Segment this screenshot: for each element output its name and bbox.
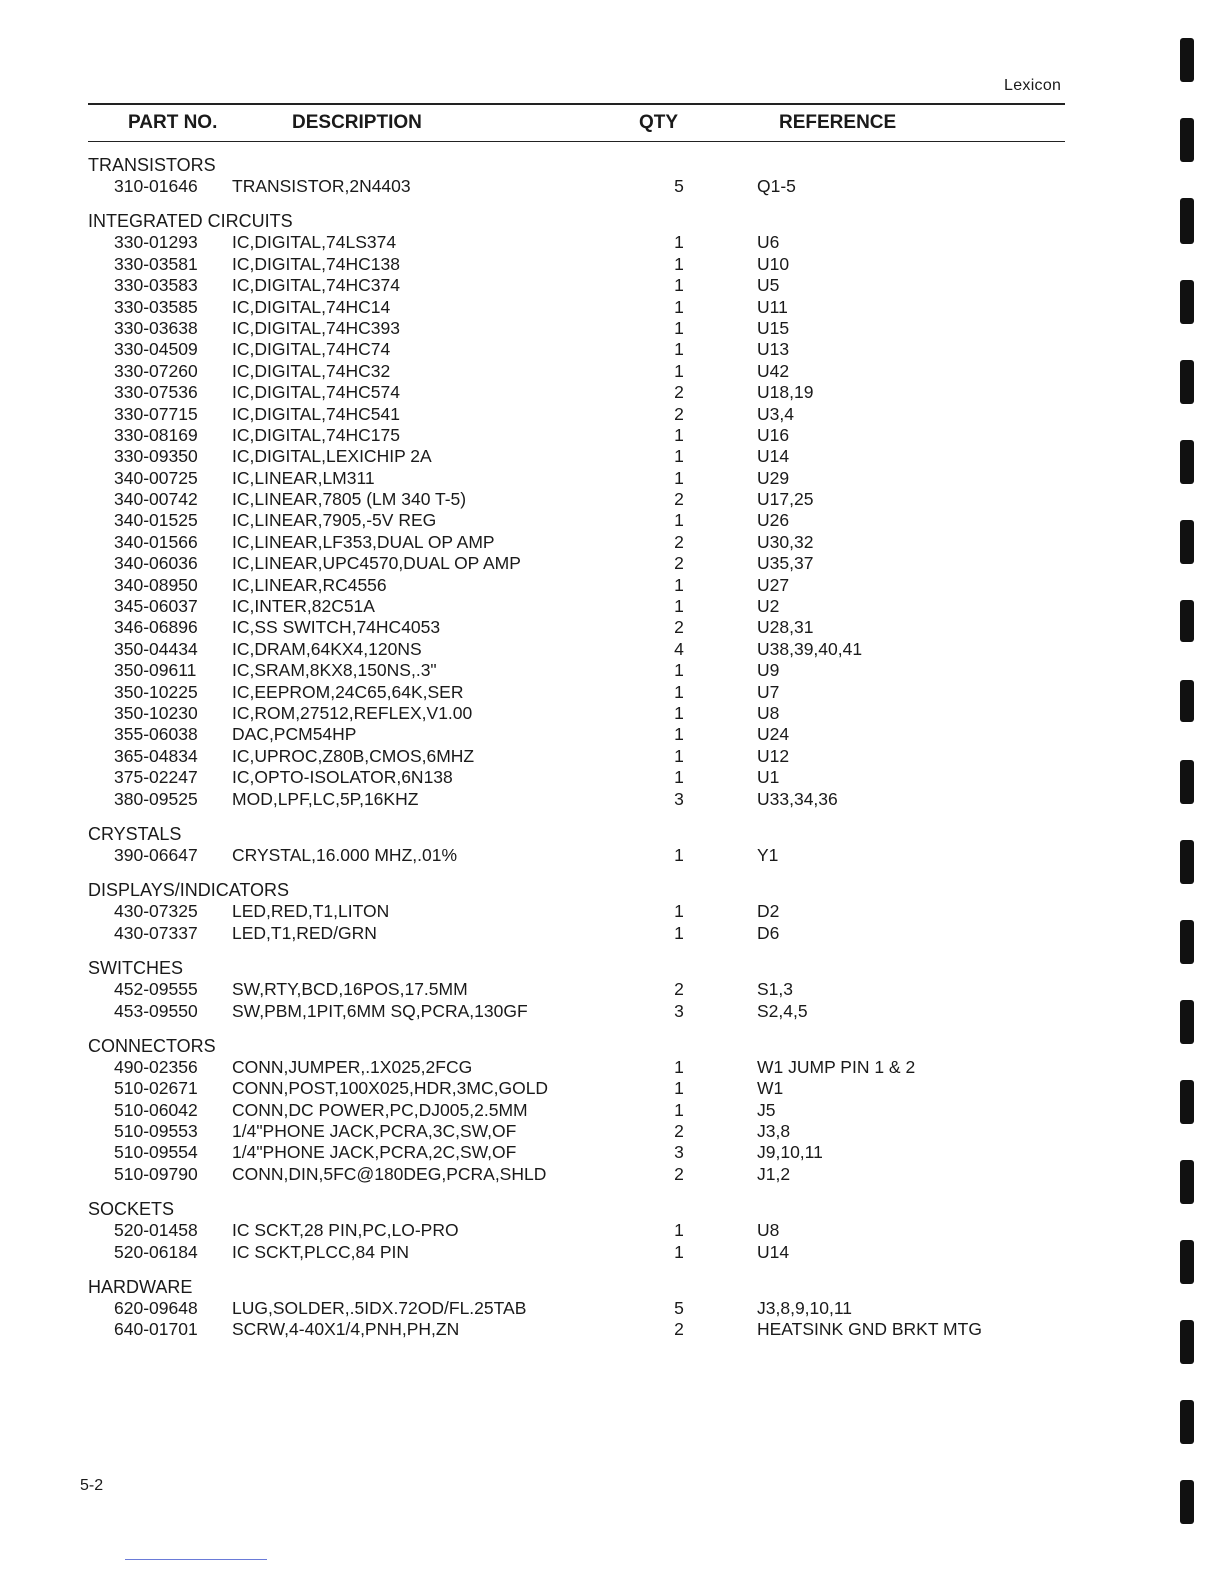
part-number: 430-07337 xyxy=(114,922,198,943)
part-number: 430-07325 xyxy=(114,901,198,922)
part-row xyxy=(0,979,1224,1000)
part-description: IC,LINEAR,RC4556 xyxy=(232,574,387,595)
part-reference: J5 xyxy=(757,1099,776,1120)
part-reference: U33,34,36 xyxy=(757,788,838,809)
part-quantity: 1 xyxy=(674,1056,684,1077)
part-row xyxy=(0,446,1224,467)
page-number: 5-2 xyxy=(80,1477,104,1494)
section xyxy=(0,1276,1224,1341)
part-description: IC,OPTO-ISOLATOR,6N138 xyxy=(232,767,453,788)
part-row xyxy=(0,575,1224,596)
part-description: IC,LINEAR,7805 (LM 340 T-5) xyxy=(232,489,467,510)
part-reference: U35,37 xyxy=(757,553,814,574)
column-header-part-no: PART NO. xyxy=(128,112,218,133)
part-description: CONN,JUMPER,.1X025,2FCG xyxy=(232,1056,473,1077)
part-number: 330-03581 xyxy=(114,253,198,274)
part-description: IC,INTER,82C51A xyxy=(232,596,375,617)
column-header-reference: REFERENCE xyxy=(779,112,897,133)
binder-mark xyxy=(1180,1480,1194,1524)
binder-mark xyxy=(1180,1000,1194,1044)
part-description: IC SCKT,PLCC,84 PIN xyxy=(232,1241,409,1262)
part-row xyxy=(0,318,1224,339)
part-description: IC,DIGITAL,74HC14 xyxy=(232,296,391,317)
binder-mark xyxy=(1180,118,1194,162)
part-reference: U7 xyxy=(757,681,780,702)
part-row xyxy=(0,404,1224,425)
part-quantity: 1 xyxy=(674,702,684,723)
part-quantity: 1 xyxy=(674,296,684,317)
part-reference: U14 xyxy=(757,446,790,467)
part-description: IC,UPROC,Z80B,CMOS,6MHZ xyxy=(232,745,475,766)
part-quantity: 2 xyxy=(674,1319,684,1340)
part-row xyxy=(0,1100,1224,1121)
part-reference: U30,32 xyxy=(757,531,814,552)
part-number: 340-00742 xyxy=(114,489,198,510)
part-quantity: 1 xyxy=(674,253,684,274)
part-reference: U15 xyxy=(757,317,790,338)
section xyxy=(0,879,1224,944)
part-row xyxy=(0,1242,1224,1263)
part-row xyxy=(0,553,1224,574)
part-reference: U18,19 xyxy=(757,382,814,403)
section xyxy=(0,210,1224,810)
part-description: IC,DIGITAL,74HC393 xyxy=(232,317,400,338)
part-row xyxy=(0,361,1224,382)
part-row xyxy=(0,923,1224,944)
part-number: 390-06647 xyxy=(114,844,198,865)
part-description: IC,SS SWITCH,74HC4053 xyxy=(232,617,441,638)
part-reference: S2,4,5 xyxy=(757,1000,808,1021)
part-number: 310-01646 xyxy=(114,176,198,196)
part-reference: U28,31 xyxy=(757,617,814,638)
part-description: IC,DIGITAL,LEXICHIP 2A xyxy=(232,446,432,467)
part-reference: J3,8 xyxy=(757,1121,791,1142)
part-quantity: 1 xyxy=(674,767,684,788)
section xyxy=(0,1035,1224,1185)
part-quantity: 2 xyxy=(674,382,684,403)
part-row xyxy=(0,1078,1224,1099)
part-row xyxy=(0,845,1224,866)
part-number: 490-02356 xyxy=(114,1056,198,1077)
part-number: 640-01701 xyxy=(114,1319,198,1340)
part-row xyxy=(0,176,1224,197)
part-quantity: 2 xyxy=(674,617,684,638)
section xyxy=(0,1198,1224,1263)
part-row xyxy=(0,232,1224,253)
part-quantity: 1 xyxy=(674,901,684,922)
part-reference: W1 JUMP PIN 1 & 2 xyxy=(757,1056,916,1077)
part-reference: U29 xyxy=(757,467,790,488)
part-description: IC,DIGITAL,74HC541 xyxy=(232,403,400,424)
part-quantity: 3 xyxy=(674,788,684,809)
header-top-rule xyxy=(88,103,1065,105)
part-description: IC,DIGITAL,74HC74 xyxy=(232,339,391,360)
part-number: 350-10230 xyxy=(114,702,198,723)
part-row xyxy=(0,275,1224,296)
section xyxy=(0,154,1224,197)
part-row xyxy=(0,596,1224,617)
part-reference: J3,8,9,10,11 xyxy=(757,1298,853,1319)
part-reference: W1 xyxy=(757,1078,784,1099)
part-number: 340-06036 xyxy=(114,553,198,574)
part-reference: U2 xyxy=(757,596,780,617)
part-description: LUG,SOLDER,.5IDX.72OD/FL.25TAB xyxy=(232,1298,527,1319)
part-number: 375-02247 xyxy=(114,767,198,788)
part-number: 350-09611 xyxy=(114,660,197,681)
part-description: 1/4"PHONE JACK,PCRA,3C,SW,OF xyxy=(232,1121,517,1142)
section-title: SOCKETS xyxy=(88,1199,175,1220)
part-quantity: 1 xyxy=(674,660,684,681)
part-description: SW,PBM,1PIT,6MM SQ,PCRA,130GF xyxy=(232,1000,528,1021)
section-title: TRANSISTORS xyxy=(88,155,216,175)
part-number: 620-09648 xyxy=(114,1298,198,1319)
part-quantity: 2 xyxy=(674,979,684,1000)
binder-mark xyxy=(1180,38,1194,82)
part-quantity: 1 xyxy=(674,1220,684,1241)
part-number: 520-06184 xyxy=(114,1241,198,1262)
part-number: 510-06042 xyxy=(114,1099,198,1120)
part-row xyxy=(0,297,1224,318)
part-reference: U16 xyxy=(757,424,790,445)
part-description: DAC,PCM54HP xyxy=(232,724,357,745)
binder-mark xyxy=(1180,920,1194,964)
part-number: 510-02671 xyxy=(114,1078,198,1099)
part-description: CONN,DIN,5FC@180DEG,PCRA,SHLD xyxy=(232,1163,547,1184)
part-reference: J9,10,11 xyxy=(757,1142,823,1163)
part-quantity: 1 xyxy=(674,724,684,745)
part-row xyxy=(0,789,1224,810)
part-quantity: 3 xyxy=(674,1142,684,1163)
part-number: 355-06038 xyxy=(114,724,198,745)
part-quantity: 1 xyxy=(674,1241,684,1262)
part-description: 1/4"PHONE JACK,PCRA,2C,SW,OF xyxy=(232,1142,517,1163)
column-header-qty: QTY xyxy=(639,112,679,133)
part-number: 330-03583 xyxy=(114,275,198,296)
part-description: TRANSISTOR,2N4403 xyxy=(232,176,411,196)
part-row xyxy=(0,1142,1224,1163)
part-quantity: 1 xyxy=(674,1078,684,1099)
part-quantity: 2 xyxy=(674,553,684,574)
part-row xyxy=(0,746,1224,767)
part-reference: Y1 xyxy=(757,844,779,865)
part-reference: D6 xyxy=(757,922,780,943)
part-number: 340-08950 xyxy=(114,574,198,595)
part-quantity: 1 xyxy=(674,275,684,296)
part-row xyxy=(0,468,1224,489)
part-number: 350-04434 xyxy=(114,638,198,659)
part-row xyxy=(0,1164,1224,1185)
part-number: 330-07536 xyxy=(114,382,198,403)
part-reference: U6 xyxy=(757,232,780,253)
binder-mark xyxy=(1180,680,1194,722)
footer-link-underline xyxy=(125,1559,267,1560)
part-quantity: 1 xyxy=(674,510,684,531)
column-header-description: DESCRIPTION xyxy=(292,112,422,133)
part-number: 330-07715 xyxy=(114,403,198,424)
binder-mark xyxy=(1180,360,1194,404)
part-reference: U42 xyxy=(757,360,790,381)
binder-mark xyxy=(1180,1080,1194,1124)
part-description: IC,DIGITAL,74HC138 xyxy=(232,253,400,274)
part-reference: U38,39,40,41 xyxy=(757,638,863,659)
part-reference: U13 xyxy=(757,339,790,360)
part-quantity: 2 xyxy=(674,1163,684,1184)
part-quantity: 5 xyxy=(674,176,684,196)
part-quantity: 1 xyxy=(674,596,684,617)
binder-mark xyxy=(1180,440,1194,484)
binder-mark xyxy=(1180,1400,1194,1444)
part-reference: U10 xyxy=(757,253,790,274)
part-number: 346-06896 xyxy=(114,617,198,638)
part-description: IC,DIGITAL,74HC175 xyxy=(232,424,400,445)
part-quantity: 1 xyxy=(674,317,684,338)
part-reference: U3,4 xyxy=(757,403,794,424)
part-number: 350-10225 xyxy=(114,681,198,702)
part-description: LED,RED,T1,LITON xyxy=(232,901,390,922)
part-description: IC,DIGITAL,74HC374 xyxy=(232,275,400,296)
part-row xyxy=(0,254,1224,275)
parts-list xyxy=(0,154,1224,1341)
part-description: LED,T1,RED/GRN xyxy=(232,922,377,943)
part-row xyxy=(0,703,1224,724)
section xyxy=(0,823,1224,866)
binder-mark xyxy=(1180,760,1194,804)
part-number: 452-09555 xyxy=(114,979,198,1000)
part-reference: U14 xyxy=(757,1241,790,1262)
part-row xyxy=(0,767,1224,788)
binder-mark xyxy=(1180,600,1194,642)
part-row xyxy=(0,510,1224,531)
part-row xyxy=(0,532,1224,553)
part-quantity: 2 xyxy=(674,403,684,424)
part-description: IC,LINEAR,LF353,DUAL OP AMP xyxy=(232,531,495,552)
section-title: CONNECTORS xyxy=(88,1035,216,1056)
part-quantity: 3 xyxy=(674,1000,684,1021)
binder-mark xyxy=(1180,1160,1194,1204)
part-quantity: 1 xyxy=(674,467,684,488)
part-row xyxy=(0,682,1224,703)
part-reference: U12 xyxy=(757,745,790,766)
part-row xyxy=(0,639,1224,660)
part-row xyxy=(0,1319,1224,1340)
part-number: 330-03585 xyxy=(114,296,198,317)
part-description: IC,DRAM,64KX4,120NS xyxy=(232,638,422,659)
part-description: IC,ROM,27512,REFLEX,V1.00 xyxy=(232,702,473,723)
part-quantity: 1 xyxy=(674,424,684,445)
part-description: IC,SRAM,8KX8,150NS,.3" xyxy=(232,660,437,681)
part-reference: U8 xyxy=(757,1220,780,1241)
part-reference: U9 xyxy=(757,660,780,681)
part-quantity: 2 xyxy=(674,531,684,552)
part-number: 453-09550 xyxy=(114,1000,198,1021)
part-row xyxy=(0,1298,1224,1319)
part-number: 380-09525 xyxy=(114,788,198,809)
part-description: IC,LINEAR,7905,-5V REG xyxy=(232,510,437,531)
part-reference: Q1-5 xyxy=(757,176,796,196)
part-number: 330-09350 xyxy=(114,446,198,467)
part-description: IC SCKT,28 PIN,PC,LO-PRO xyxy=(232,1220,459,1241)
part-number: 345-06037 xyxy=(114,596,198,617)
part-description: IC,LINEAR,UPC4570,DUAL OP AMP xyxy=(232,553,521,574)
section xyxy=(0,957,1224,1022)
header-bottom-rule xyxy=(88,141,1065,142)
part-row xyxy=(0,425,1224,446)
part-quantity: 1 xyxy=(674,844,684,865)
binder-mark xyxy=(1180,840,1194,884)
part-row xyxy=(0,617,1224,638)
section-title: CRYSTALS xyxy=(88,823,182,844)
part-row xyxy=(0,724,1224,745)
part-number: 365-04834 xyxy=(114,745,198,766)
part-number: 510-09553 xyxy=(114,1121,198,1142)
part-number: 340-01525 xyxy=(114,510,198,531)
part-description: IC,EEPROM,24C65,64K,SER xyxy=(232,681,464,702)
part-row xyxy=(0,1001,1224,1022)
binder-mark xyxy=(1180,1240,1194,1284)
part-quantity: 1 xyxy=(674,681,684,702)
part-reference: S1,3 xyxy=(757,979,793,1000)
part-quantity: 1 xyxy=(674,1099,684,1120)
part-quantity: 1 xyxy=(674,745,684,766)
binder-mark xyxy=(1180,198,1194,244)
part-reference: HEATSINK GND BRKT MTG xyxy=(757,1319,982,1340)
part-number: 510-09790 xyxy=(114,1163,198,1184)
part-description: IC,DIGITAL,74HC574 xyxy=(232,382,400,403)
part-quantity: 1 xyxy=(674,446,684,467)
part-quantity: 4 xyxy=(674,638,684,659)
part-quantity: 1 xyxy=(674,360,684,381)
binder-mark xyxy=(1180,280,1194,324)
part-reference: U27 xyxy=(757,574,790,595)
part-quantity: 5 xyxy=(674,1298,684,1319)
part-number: 330-01293 xyxy=(114,232,198,253)
part-reference: U11 xyxy=(757,296,788,317)
part-quantity: 1 xyxy=(674,574,684,595)
part-reference: U24 xyxy=(757,724,790,745)
part-row xyxy=(0,339,1224,360)
part-reference: J1,2 xyxy=(757,1163,791,1184)
part-reference: U8 xyxy=(757,702,780,723)
part-reference: D2 xyxy=(757,901,780,922)
section-title: INTEGRATED CIRCUITS xyxy=(88,211,293,232)
part-reference: U26 xyxy=(757,510,790,531)
part-row xyxy=(0,901,1224,922)
part-description: SCRW,4-40X1/4,PNH,PH,ZN xyxy=(232,1319,460,1340)
part-description: IC,DIGITAL,74LS374 xyxy=(232,232,397,253)
part-reference: U17,25 xyxy=(757,489,814,510)
section-title: HARDWARE xyxy=(88,1277,193,1298)
part-row xyxy=(0,489,1224,510)
part-description: IC,LINEAR,LM311 xyxy=(232,467,375,488)
part-quantity: 1 xyxy=(674,922,684,943)
part-row xyxy=(0,1057,1224,1078)
part-number: 330-03638 xyxy=(114,317,198,338)
section-title: DISPLAYS/INDICATORS xyxy=(88,880,290,901)
part-number: 330-07260 xyxy=(114,360,198,381)
part-number: 330-08169 xyxy=(114,424,198,445)
part-quantity: 2 xyxy=(674,1121,684,1142)
part-number: 520-01458 xyxy=(114,1220,198,1241)
part-row xyxy=(0,1121,1224,1142)
part-description: CRYSTAL,16.000 MHZ,.01% xyxy=(232,844,458,865)
part-number: 340-00725 xyxy=(114,467,198,488)
part-number: 330-04509 xyxy=(114,339,198,360)
part-description: MOD,LPF,LC,5P,16KHZ xyxy=(232,788,419,809)
part-quantity: 1 xyxy=(674,232,684,253)
part-description: SW,RTY,BCD,16POS,17.5MM xyxy=(232,979,468,1000)
part-description: IC,DIGITAL,74HC32 xyxy=(232,360,391,381)
part-quantity: 1 xyxy=(674,339,684,360)
part-description: CONN,DC POWER,PC,DJ005,2.5MM xyxy=(232,1099,528,1120)
binder-mark xyxy=(1180,520,1194,564)
part-description: CONN,POST,100X025,HDR,3MC,GOLD xyxy=(232,1078,549,1099)
part-row xyxy=(0,1220,1224,1241)
part-reference: U1 xyxy=(757,767,780,788)
part-row xyxy=(0,382,1224,403)
part-number: 340-01566 xyxy=(114,531,198,552)
section-title: SWITCHES xyxy=(88,958,184,979)
part-quantity: 2 xyxy=(674,489,684,510)
part-row xyxy=(0,660,1224,681)
brand-name: Lexicon xyxy=(1004,77,1062,94)
part-reference: U5 xyxy=(757,275,780,296)
binder-mark xyxy=(1180,1320,1194,1364)
part-number: 510-09554 xyxy=(114,1142,198,1163)
